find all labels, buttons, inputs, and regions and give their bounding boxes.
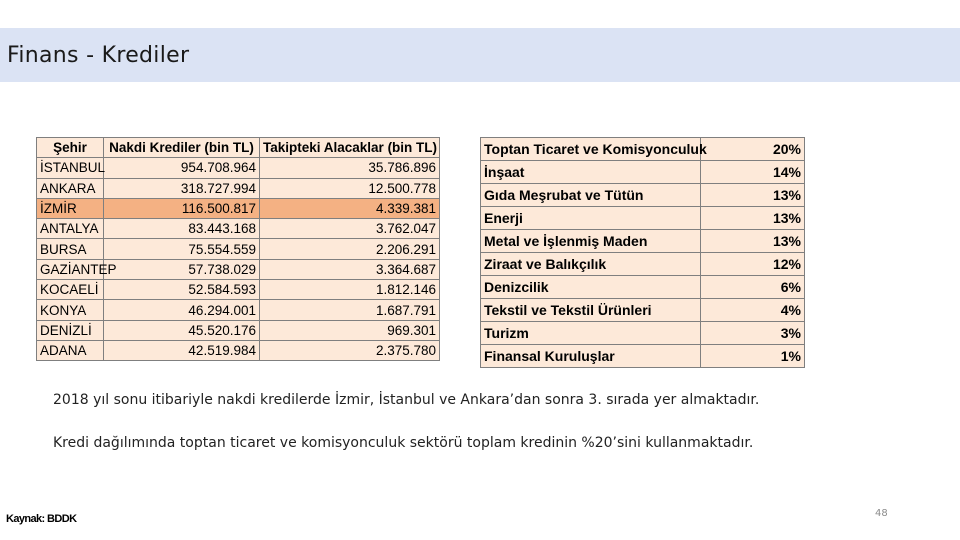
page-number: 48 bbox=[875, 508, 888, 519]
npl-cell: 1.687.791 bbox=[260, 300, 440, 320]
city-cell: BURSA bbox=[37, 239, 104, 259]
city-cell: ANKARA bbox=[37, 178, 104, 198]
page-title: Finans - Krediler bbox=[7, 43, 190, 68]
cash-loans-cell: 45.520.176 bbox=[104, 320, 260, 340]
table-row bbox=[37, 280, 440, 300]
share-cell: 13% bbox=[701, 184, 805, 207]
city-cell: DENİZLİ bbox=[37, 320, 104, 340]
table-row bbox=[481, 345, 805, 368]
city-cell: ANTALYA bbox=[37, 219, 104, 239]
share-cell: 6% bbox=[701, 276, 805, 299]
cash-loans-cell: 75.554.559 bbox=[104, 239, 260, 259]
note-izmir-ranking: 2018 yıl sonu itibariyle nakdi kredilerde İzmir, İstanbul ve Ankara’dan sonra 3. sırada yer almaktadır. bbox=[53, 392, 760, 408]
share-cell: 3% bbox=[701, 322, 805, 345]
cash-loans-cell: 318.727.994 bbox=[104, 178, 260, 198]
table-row bbox=[481, 276, 805, 299]
cash-loans-cell: 46.294.001 bbox=[104, 300, 260, 320]
table-row bbox=[37, 158, 440, 178]
npl-cell: 3.762.047 bbox=[260, 219, 440, 239]
cash-loans-cell: 116.500.817 bbox=[104, 198, 260, 218]
table-row bbox=[481, 138, 805, 161]
table-row bbox=[37, 239, 440, 259]
city-cell: KONYA bbox=[37, 300, 104, 320]
table-row bbox=[481, 207, 805, 230]
city-cell: GAZİANTEP bbox=[37, 259, 104, 279]
sector-cell: Ziraat ve Balıkçılık bbox=[481, 253, 701, 276]
sector-cell: Finansal Kuruluşlar bbox=[481, 345, 701, 368]
source-label: Kaynak: BDDK bbox=[6, 513, 77, 525]
table-row bbox=[37, 320, 440, 340]
table-row bbox=[37, 219, 440, 239]
share-cell: 14% bbox=[701, 161, 805, 184]
sector-cell: Gıda Meşrubat ve Tütün bbox=[481, 184, 701, 207]
sector-share-table bbox=[480, 137, 805, 368]
table-row bbox=[37, 300, 440, 320]
table-row bbox=[481, 161, 805, 184]
column-header-cash-loans: Nakdi Krediler (bin TL) bbox=[104, 138, 260, 158]
city-cell: KOCAELİ bbox=[37, 280, 104, 300]
sector-cell: Tekstil ve Tekstil Ürünleri bbox=[481, 299, 701, 322]
sector-cell: Denizcilik bbox=[481, 276, 701, 299]
npl-cell: 969.301 bbox=[260, 320, 440, 340]
sector-cell: Metal ve İşlenmiş Maden bbox=[481, 230, 701, 253]
sector-cell: Enerji bbox=[481, 207, 701, 230]
npl-cell: 35.786.896 bbox=[260, 158, 440, 178]
table-row bbox=[481, 322, 805, 345]
table-row bbox=[481, 299, 805, 322]
npl-cell: 4.339.381 bbox=[260, 198, 440, 218]
city-cell: ADANA bbox=[37, 340, 104, 360]
cash-loans-cell: 954.708.964 bbox=[104, 158, 260, 178]
npl-cell: 2.206.291 bbox=[260, 239, 440, 259]
share-cell: 20% bbox=[701, 138, 805, 161]
cash-loans-cell: 57.738.029 bbox=[104, 259, 260, 279]
npl-cell: 12.500.778 bbox=[260, 178, 440, 198]
column-header-npl: Takipteki Alacaklar (bin TL) bbox=[260, 138, 440, 158]
city-cell: İSTANBUL bbox=[37, 158, 104, 178]
share-cell: 13% bbox=[701, 230, 805, 253]
cash-loans-cell: 52.584.593 bbox=[104, 280, 260, 300]
table-row-highlighted bbox=[37, 198, 440, 218]
cash-loans-cell: 42.519.984 bbox=[104, 340, 260, 360]
table-row bbox=[481, 230, 805, 253]
column-header-city: Şehir bbox=[37, 138, 104, 158]
cash-loans-cell: 83.443.168 bbox=[104, 219, 260, 239]
share-cell: 4% bbox=[701, 299, 805, 322]
city-cell: İZMİR bbox=[37, 198, 104, 218]
table-row bbox=[37, 340, 440, 360]
note-sector-distribution: Kredi dağılımında toptan ticaret ve komisyonculuk sektörü toplam kredinin %20’sini kullanmaktadır. bbox=[53, 435, 754, 451]
title-bar bbox=[0, 28, 960, 82]
city-credit-table bbox=[36, 137, 440, 361]
npl-cell: 2.375.780 bbox=[260, 340, 440, 360]
npl-cell: 1.812.146 bbox=[260, 280, 440, 300]
share-cell: 1% bbox=[701, 345, 805, 368]
table-row bbox=[37, 178, 440, 198]
sector-cell: Toptan Ticaret ve Komisyonculuk bbox=[481, 138, 701, 161]
share-cell: 12% bbox=[701, 253, 805, 276]
share-cell: 13% bbox=[701, 207, 805, 230]
table-row bbox=[481, 184, 805, 207]
sector-cell: Turizm bbox=[481, 322, 701, 345]
npl-cell: 3.364.687 bbox=[260, 259, 440, 279]
sector-cell: İnşaat bbox=[481, 161, 701, 184]
table-row bbox=[37, 259, 440, 279]
table-row bbox=[481, 253, 805, 276]
table-header-row bbox=[37, 138, 440, 158]
